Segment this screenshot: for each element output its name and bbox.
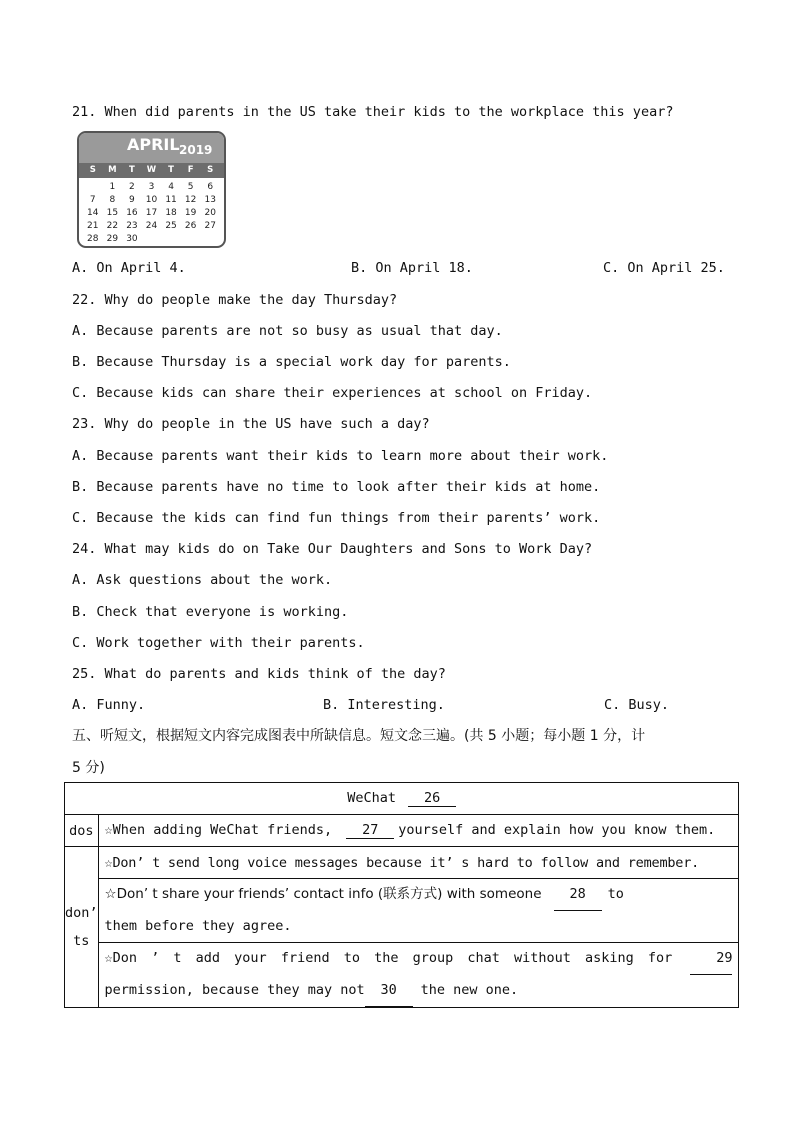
dont-3-text-a: ☆Don ’ t add your friend to the group chat without asking for <box>104 950 673 966</box>
donts-label-line1: don’ <box>65 905 98 921</box>
q22-option-b: B. Because Thursday is a special work day for parents. <box>72 354 511 370</box>
calendar-date: 15 <box>106 208 119 218</box>
calendar-date: 10 <box>145 195 158 205</box>
dont-3-cell <box>98 943 739 1008</box>
calendar-date: 1 <box>109 182 116 192</box>
calendar-date: 3 <box>148 182 155 192</box>
dos-cell <box>98 815 739 847</box>
table-title-cell <box>65 783 739 815</box>
calendar-year: 2019 <box>179 143 213 157</box>
q21-option-c: C. On April 25. <box>603 260 725 276</box>
dont-1-cell: ☆Don’ t send long voice messages because it’ s hard to follow and remember. <box>98 847 739 879</box>
calendar-date: 4 <box>168 182 174 192</box>
q21-option-a: A. On April 4. <box>72 260 186 276</box>
blank-28: 28 <box>554 879 602 911</box>
q24-option-a: A. Ask questions about the work. <box>72 572 333 588</box>
calendar-date <box>161 233 181 246</box>
calendar-weekday-row <box>79 163 224 178</box>
calendar-weekday: M <box>108 165 117 175</box>
calendar-date: 21 <box>87 221 99 231</box>
calendar-date: 17 <box>145 208 158 218</box>
dont-3-text-c: the new one. <box>420 982 519 998</box>
q25-option-c: C. Busy. <box>604 697 670 713</box>
blank-30: 30 <box>365 975 413 1007</box>
calendar-date: 20 <box>204 208 216 218</box>
dos-text-a: ☆When adding WeChat friends, <box>104 822 333 838</box>
q25-option-b: B. Interesting. <box>323 697 445 713</box>
dos-label: dos <box>65 815 99 847</box>
calendar-date: 27 <box>204 221 216 231</box>
calendar-date-grid <box>79 178 224 246</box>
calendar-weekday: S <box>89 165 96 175</box>
question-24: 24. What may kids do on Take Our Daughters and Sons to Work Day? <box>72 541 593 557</box>
question-25: 25. What do parents and kids think of the day? <box>72 666 446 682</box>
calendar-weekday: S <box>207 165 214 175</box>
q23-option-a: A. Because parents want their kids to learn more about their work. <box>72 448 609 464</box>
calendar-date: 19 <box>184 208 197 218</box>
wechat-rules-table <box>64 782 739 1008</box>
calendar-date: 28 <box>87 234 99 244</box>
question-23: 23. Why do people in the US have such a day? <box>72 416 430 432</box>
q22-option-c: C. Because kids can share their experiences at school on Friday. <box>72 385 593 401</box>
q25-option-a: A. Funny. <box>72 697 146 713</box>
calendar-date: 18 <box>165 208 177 218</box>
calendar-date: 22 <box>106 221 119 231</box>
donts-label <box>65 847 99 1008</box>
calendar-date <box>200 233 220 246</box>
calendar-date <box>181 233 201 246</box>
calendar-date: 29 <box>106 234 119 244</box>
q21-option-b: B. On April 18. <box>351 260 473 276</box>
question-21: 21. When did parents in the US take their kids to the workplace this year? <box>72 104 674 120</box>
dont-2-text-b: to <box>607 886 624 902</box>
q23-option-c: C. Because the kids can find fun things from their parents’ work. <box>72 510 601 526</box>
calendar-date: 16 <box>126 208 138 218</box>
calendar-date <box>83 181 103 194</box>
april-2019-calendar-image <box>77 131 226 248</box>
q23-option-b: B. Because parents have no time to look after their kids at home. <box>72 479 601 495</box>
q24-option-c: C. Work together with their parents. <box>72 635 365 651</box>
q24-option-b: B. Check that everyone is working. <box>72 604 349 620</box>
calendar-date: 24 <box>145 221 158 231</box>
calendar-weekday: W <box>146 165 157 175</box>
calendar-date: 14 <box>87 208 99 218</box>
donts-label-line2: ts <box>73 933 90 949</box>
calendar-date: 23 <box>126 221 138 231</box>
dont-3-text-b: permission, because they may not <box>104 982 365 998</box>
calendar-weekday: T <box>168 165 174 175</box>
dont-2-text-c: them before they agree. <box>104 918 292 934</box>
calendar-header <box>79 133 224 163</box>
dos-text-b: yourself and explain how you know them. <box>398 822 716 838</box>
section-5-heading-cont: 5 分) <box>72 760 105 776</box>
calendar-date: 30 <box>126 234 138 244</box>
blank-29: 29 <box>690 943 732 975</box>
calendar-date: 7 <box>89 195 96 205</box>
calendar-date: 13 <box>204 195 216 205</box>
dont-2-text-a: ☆Don’ t share your friends’ contact info (联系方式) with someone <box>104 886 542 902</box>
calendar-date: 9 <box>129 195 135 205</box>
calendar-date: 26 <box>184 221 197 231</box>
blank-27: 27 <box>346 822 394 839</box>
calendar-date: 12 <box>184 195 197 205</box>
question-22: 22. Why do people make the day Thursday? <box>72 292 398 308</box>
dont-2-cell <box>98 879 739 943</box>
calendar-date <box>142 233 162 246</box>
calendar-date: 25 <box>165 221 177 231</box>
calendar-weekday: F <box>187 165 194 175</box>
calendar-date: 8 <box>109 195 116 205</box>
table-title: WeChat <box>347 790 397 806</box>
q22-option-a: A. Because parents are not so busy as usual that day. <box>72 323 503 339</box>
calendar-date: 5 <box>187 182 194 192</box>
calendar-month: APRIL <box>127 135 180 154</box>
blank-26: 26 <box>408 790 456 807</box>
calendar-date: 11 <box>165 195 177 205</box>
calendar-date: 6 <box>207 182 214 192</box>
section-5-heading: 五、听短文，根据短文内容完成图表中所缺信息。短文念三遍。(共 5 小题；每小题 1 分，计 <box>72 728 646 744</box>
calendar-weekday: T <box>129 165 135 175</box>
calendar-date: 2 <box>129 182 135 192</box>
